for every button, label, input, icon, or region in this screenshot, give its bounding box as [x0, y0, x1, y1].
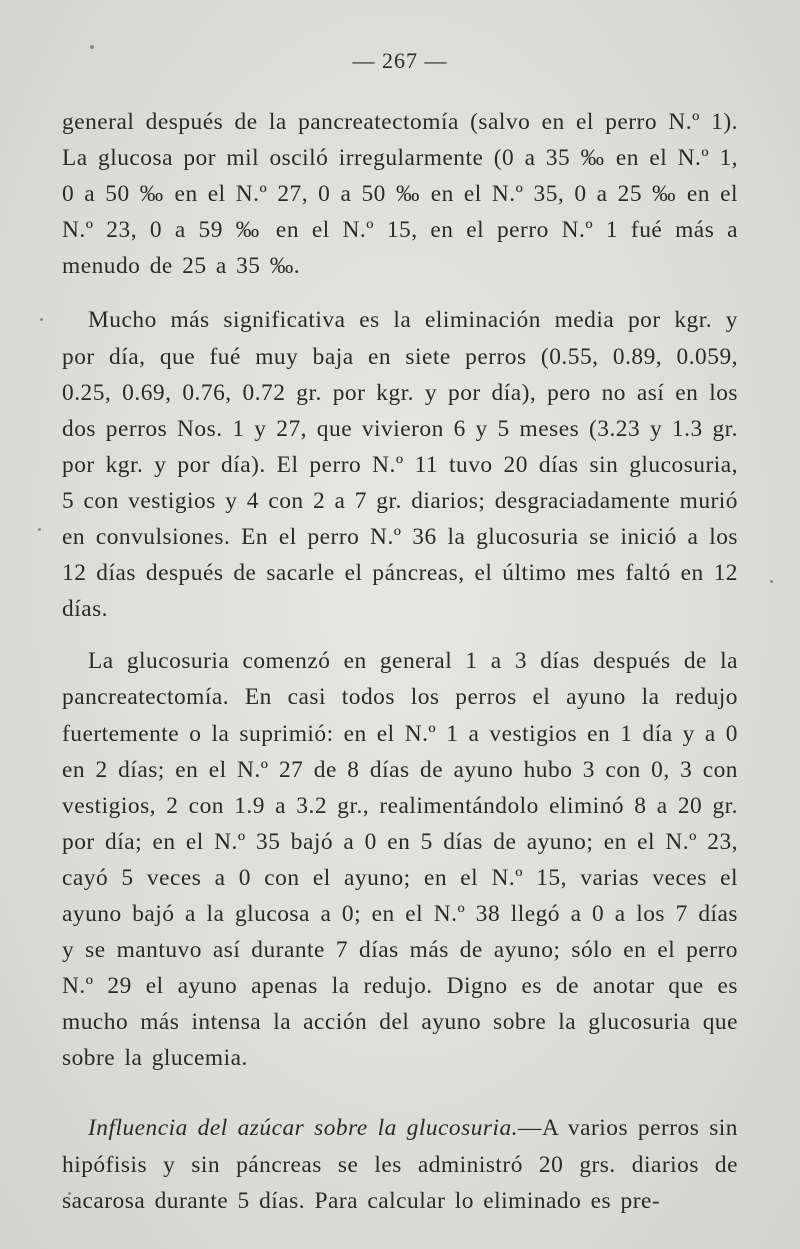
body-text [62, 104, 738, 1219]
paragraph-4-text: —A varios perros sin hipófisis y sin páncreas se les administró 20 grs. diarios de sacarosa durante 5 días. Para calcular lo eliminado es pre- [62, 1115, 739, 1214]
print-speck [40, 318, 43, 321]
section-heading: Influencia del azúcar sobre la glucosuria. [88, 1115, 519, 1142]
print-speck [770, 580, 773, 583]
paragraph-4 [62, 1110, 738, 1218]
paragraph-1: general después de la pancreatectomía (salvo en el perro N.º 1). La glucosa por mil osciló irregularmente (0 a 35 ‰ en el N.º 1, 0 a 50 ‰ en el N.º 27, 0 a 50 ‰ en el N.º 35, 0 a 25 ‰ en el N.º 23, 0 a 59 ‰ en el N.º 15, en el perro N.º 1 fué más a menudo de 25 a 35 ‰. [62, 109, 738, 280]
page-number: — 267 — [352, 48, 448, 73]
paragraph-2: Mucho más significativa es la eliminación media por kgr. y por día, que fué muy baja en siete perros (0.55, 0.89, 0.059, 0.25, 0.69, 0.76, 0.72 gr. por kgr. y por día), pero no así en los dos perros Nos. 1 y 27, que vivieron 6 y 5 meses (3.23 y 1.3 gr. por kgr. y por día). El perro N.º 11 tuvo 20 días sin glucosuria, 5 con vestigios y 4 con 2 a 7 gr. diarios; desgraciadamente murió en convulsiones. En el perro N.º 36 la glucosuria se inició a los 12 días después de sacarle el páncreas, el último mes faltó en 12 días. [62, 307, 738, 623]
print-speck [38, 528, 41, 531]
paragraph-3: La glucosuria comenzó en general 1 a 3 días después de la pancreatectomía. En casi todos los perros el ayuno la redujo fuertemente o la suprimió: en el N.º 1 a vestigios en 1 día y a 0 en 2 días; en el N.º 27 de 8 días de ayuno hubo 3 con 0, 3 con vestigios, 2 con 1.9 a 3.2 gr., realimentándolo eliminó 8 a 20 gr. por día; en el N.º 35 bajó a 0 en 5 días de ayuno; en el N.º 23, cayó 5 veces a 0 con el ayuno; en el N.º 15, varias veces el ayuno bajó a la glucosa a 0; en el N.º 38 llegó a 0 a los 7 días y se mantuvo así durante 7 días más de ayuno; sólo en el perro N.º 29 el ayuno apenas la redujo. Digno es de anotar que es mucho más intensa la acción del ayuno sobre la glucosuria que sobre la glucemia. [62, 648, 738, 1072]
